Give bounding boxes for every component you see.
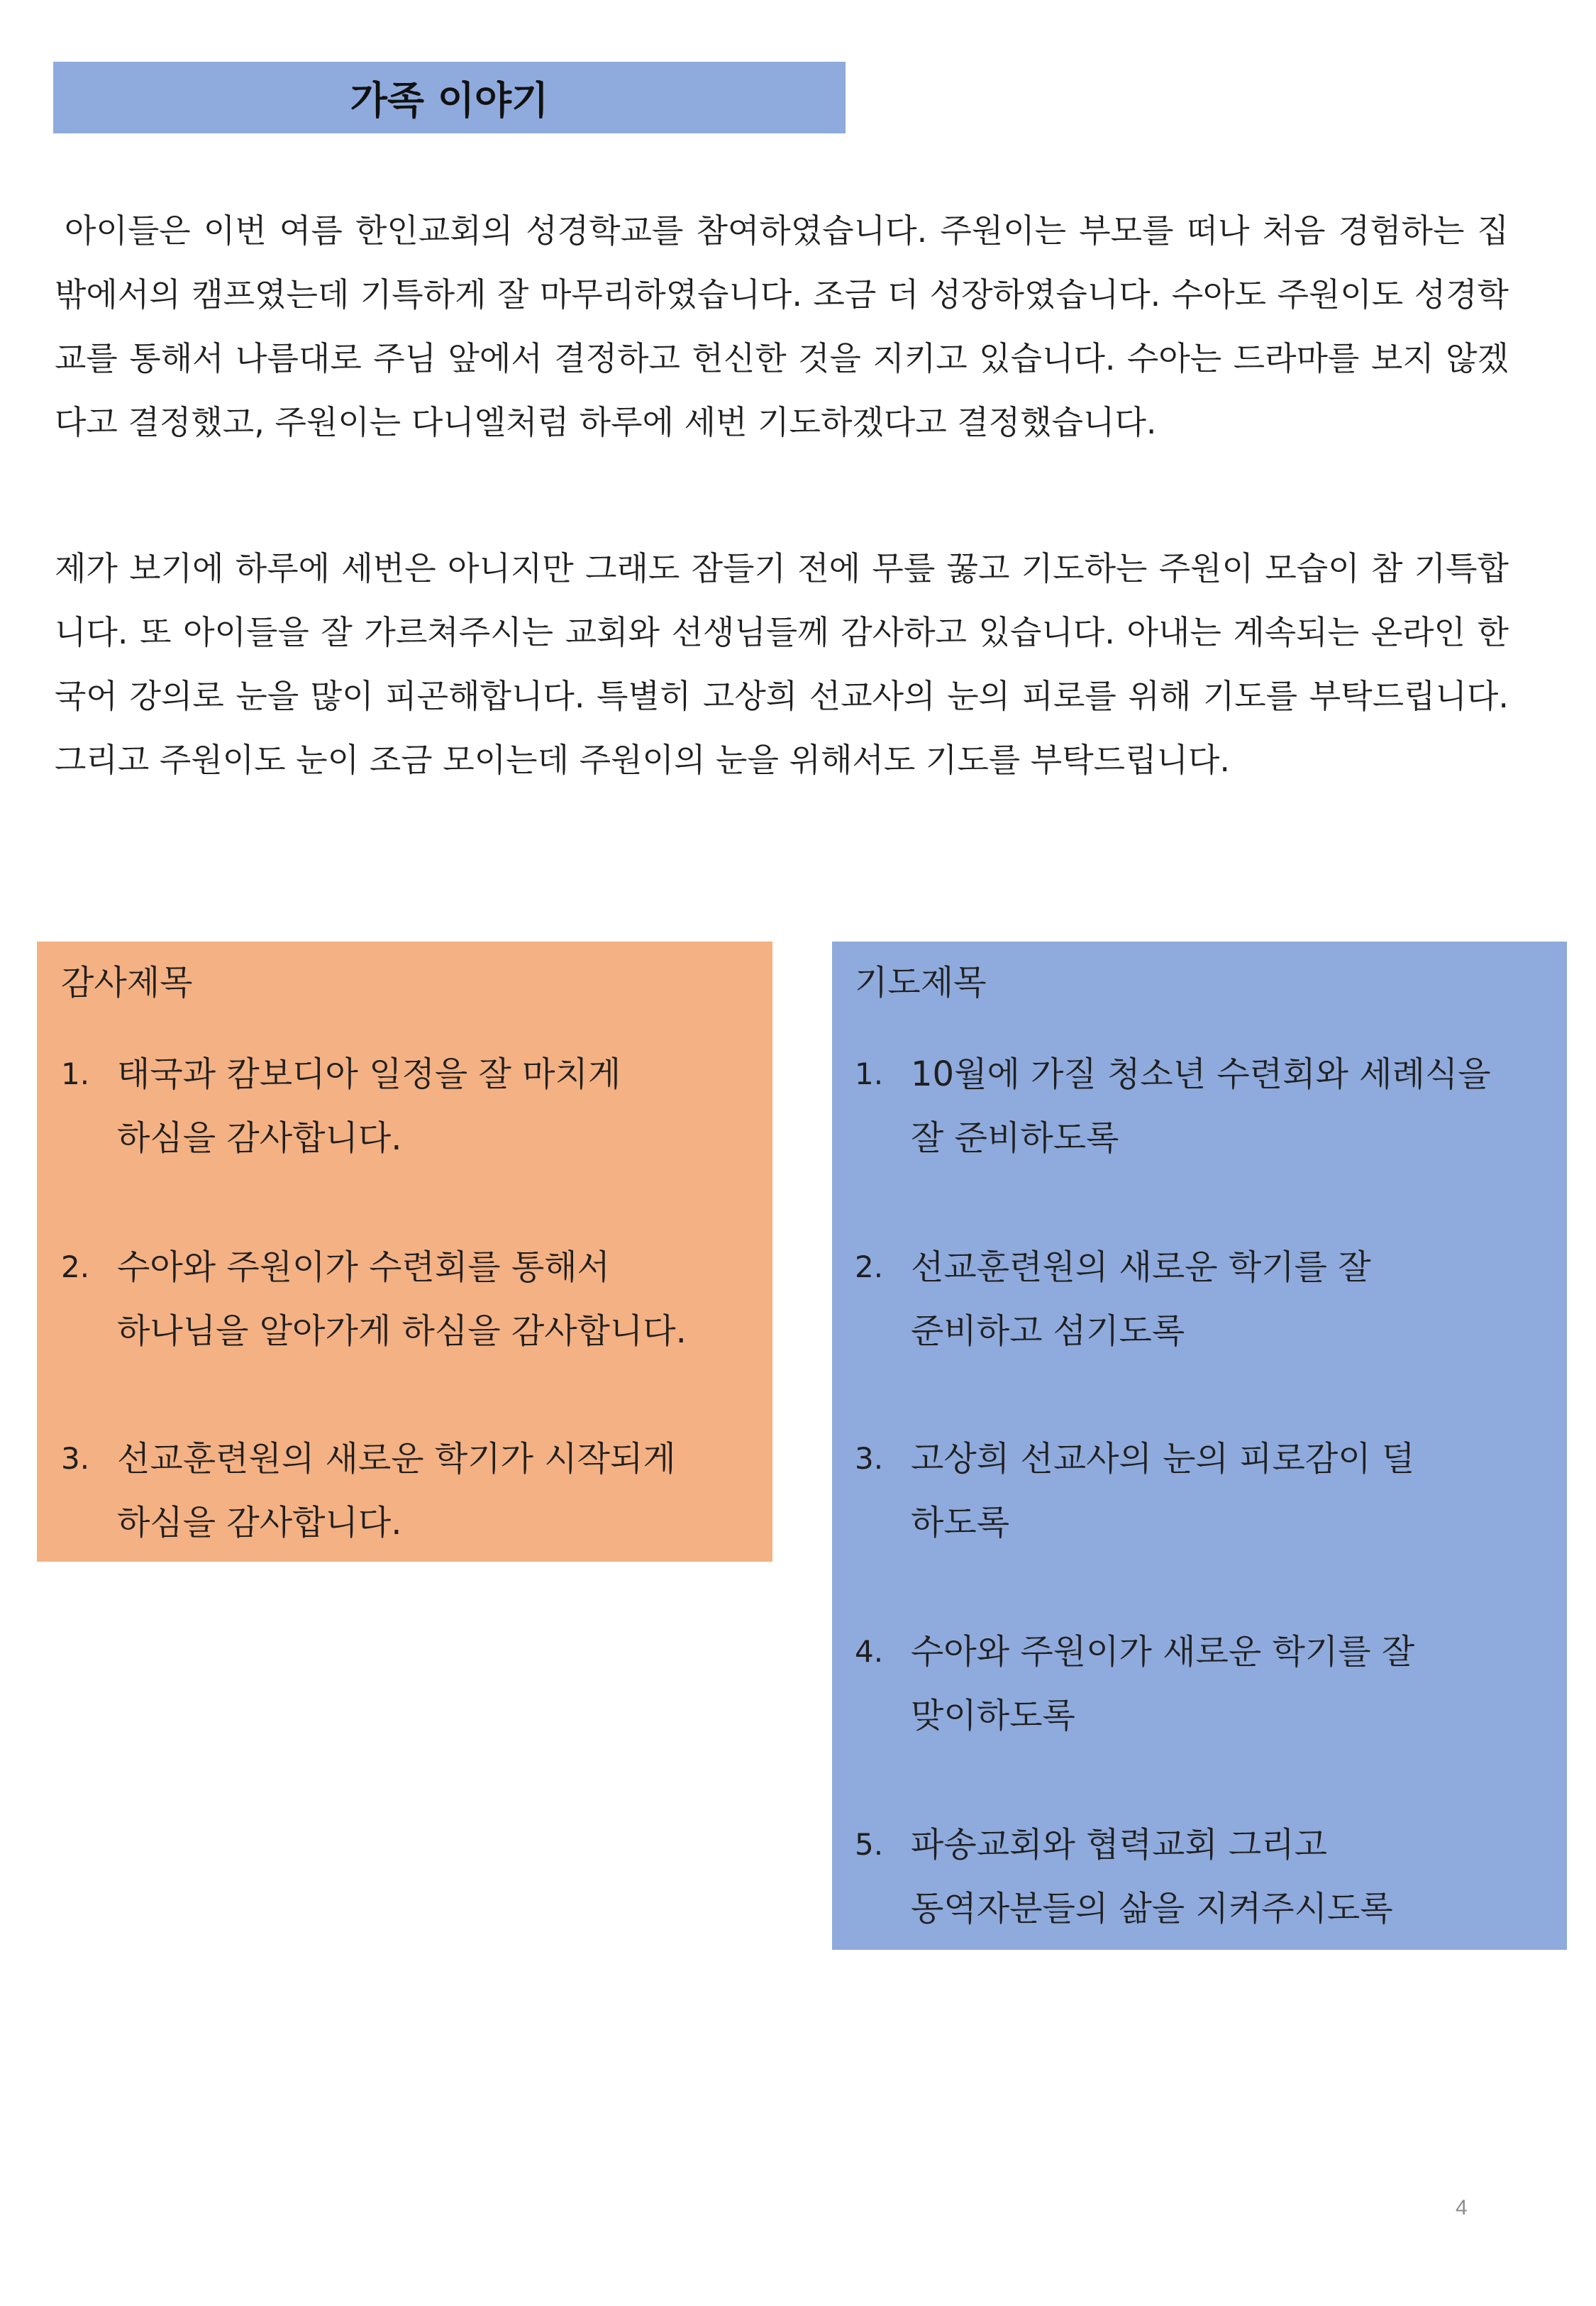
prayer-box: [832, 942, 1567, 1950]
story-paragraph-1: 아이들은 이번 여름 한인교회의 성경학교를 참여하였습니다. 주원이는 부모를 떠나 처음 경험하는 집 밖에서의 캠프였는데 기특하게 잘 마무리하였습니다. 조금 더 성장하였습니다. 수아도 주원이도 성경학교를 통해서 나름대로 주님 앞에서 결정하고 헌신한 것을 지키고 있습니다. 수아는 드라마를 보지 않겠다고 결정했고, 주원이는 다니엘처럼 하루에 세번 기도하겠다고 결정했습니다.: [55, 211, 1509, 441]
thanks-box: [37, 942, 772, 1562]
list-line: 맞이하도록: [911, 1696, 1075, 1736]
prayer-item-5: [855, 1813, 1393, 1941]
page-number: 4: [1456, 2196, 1468, 2219]
prayer-item-2: [855, 1235, 1371, 1363]
list-number: 2.: [855, 1249, 884, 1284]
list-line: 하나님을 알아가게 하심을 감사합니다.: [117, 1311, 687, 1351]
list-line: 하도록: [911, 1503, 1010, 1543]
list-number: 5.: [855, 1827, 884, 1862]
thanks-item-1: [61, 1042, 621, 1170]
list-line: 파송교회와 협력교회 그리고: [911, 1825, 1327, 1865]
list-line: 준비하고 섬기도록: [911, 1311, 1185, 1351]
list-line: 10월에 가질 청소년 수련회와 세례식을: [911, 1054, 1491, 1094]
list-line: 선교훈련원의 새로운 학기를 잘: [911, 1247, 1371, 1287]
list-line: 선교훈련원의 새로운 학기가 시작되게: [117, 1439, 676, 1479]
prayer-item-3: [855, 1427, 1414, 1555]
title-banner: [53, 62, 846, 133]
story-paragraph-2: 제가 보기에 하루에 세번은 아니지만 그래도 잠들기 전에 무릎 꿇고 기도하는 주원이 모습이 참 기특합니다. 또 아이들을 잘 가르쳐주시는 교회와 선생님들께 감사하고 있습니다. 아내는 계속되는 온라인 한국어 강의로 눈을 많이 피곤해합니다. 특별히 고상희 선교사의 눈의 피로를 위해 기도를 부탁드립니다. 그리고 주원이도 눈이 조금 모이는데 주원이의 눈을 위해서도 기도를 부탁드립니다.: [55, 549, 1509, 779]
list-line: 고상희 선교사의 눈의 피로감이 덜: [911, 1439, 1415, 1479]
prayer-heading: 기도제목: [855, 963, 987, 1003]
list-number: 2.: [61, 1249, 90, 1284]
thanks-heading: 감사제목: [61, 963, 193, 1003]
prayer-item-4: [855, 1620, 1414, 1748]
list-line: 잘 준비하도록: [911, 1118, 1119, 1158]
page-title: 가족 이야기: [350, 78, 549, 123]
thanks-item-2: [61, 1235, 687, 1363]
list-line: 하심을 감사합니다.: [117, 1118, 402, 1158]
list-line: 하심을 감사합니다.: [117, 1503, 402, 1543]
list-number: 4.: [855, 1634, 884, 1669]
list-line: 수아와 주원이가 새로운 학기를 잘: [911, 1632, 1415, 1672]
list-line: 동역자분들의 삶을 지켜주시도록: [911, 1889, 1393, 1929]
list-line: 태국과 캄보디아 일정을 잘 마치게: [117, 1054, 621, 1094]
thanks-item-3: [61, 1427, 676, 1555]
list-number: 1.: [855, 1057, 884, 1091]
list-number: 3.: [61, 1441, 90, 1476]
list-number: 1.: [61, 1057, 90, 1091]
prayer-item-1: [855, 1042, 1491, 1170]
list-line: 수아와 주원이가 수련회를 통해서: [117, 1247, 610, 1287]
list-number: 3.: [855, 1441, 884, 1476]
